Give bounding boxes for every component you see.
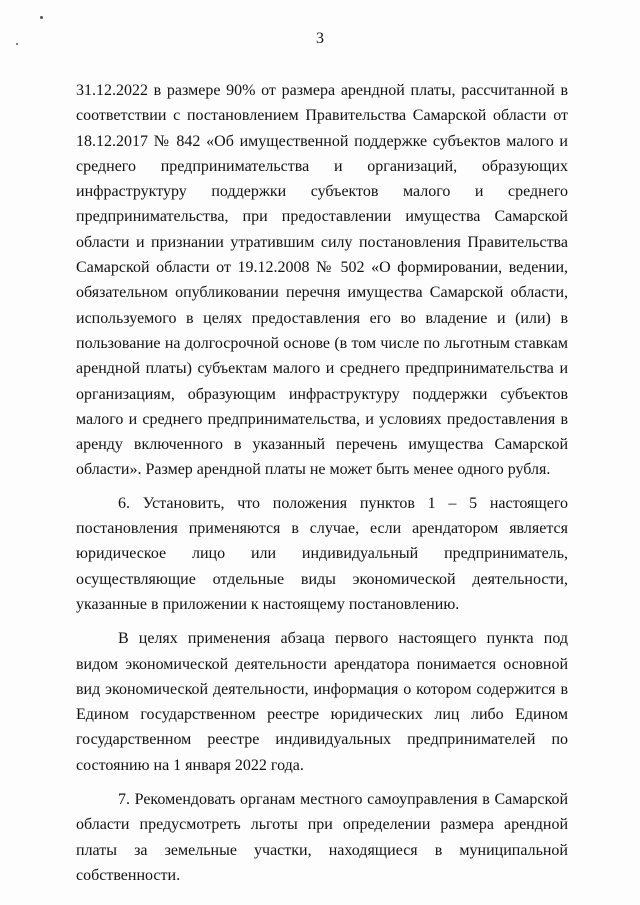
paragraph-lease-rate: 31.12.2022 в размере 90% от размера арендной платы, рассчитанной в соответствии с постановлением Правительства Самарской области от 18.12.2017 № 842 «Об имущественной поддержке субъектов малого и среднего предпринимательства и организаций, образующих инфраструктуру поддержки субъектов малого и среднего предпринимательства, при предоставлении имущества Самарской области и признании утратившим силу постановления Правительства Самарской области от 19.12.2008 № 502 «О формировании, ведении, обязательном опубликовании перечня имущества Самарской области, используемого в целях предоставления его во владение и (или) в пользование на долгосрочной основе (в том числе по льготным ставкам арендной платы) субъектам малого и среднего предпринимательства и организациям, образующим инфраструктуру поддержки субъектов малого и среднего предпринимательства, и условиях предоставления в аренду включенного в указанный перечень имущества Самарской области». Размер арендной платы не может быть менее одного рубля. bbox=[76, 82, 568, 479]
document-body bbox=[76, 78, 568, 888]
paragraph-item-7: 7. Рекомендовать органам местного самоуправления в Самарской области предусмотреть льготы при определении размера арендной платы за земельные участки, находящиеся в муниципальной собственности. bbox=[76, 791, 568, 884]
paragraph-item-6-clarification: В целях применения абзаца первого настоящего пункта под видом экономической деятельности арендатора понимается основной вид экономической деятельности, информация о котором содержится в Едином государственном реестре юридических лиц либо Едином государственном реестре индивидуальных предпринимателей по состоянию на 1 января 2022 года. bbox=[76, 630, 568, 774]
paragraph-item-6: 6. Установить, что положения пунктов 1 – 5 настоящего постановления применяются в случае, если арендатором является юридическое лицо или индивидуальный предприниматель, осуществляющие отдельные виды экономической деятельности, указанные в приложении к настоящему постановлению. bbox=[76, 494, 568, 613]
page-number: 3 bbox=[316, 30, 324, 47]
scan-speck bbox=[40, 16, 43, 19]
